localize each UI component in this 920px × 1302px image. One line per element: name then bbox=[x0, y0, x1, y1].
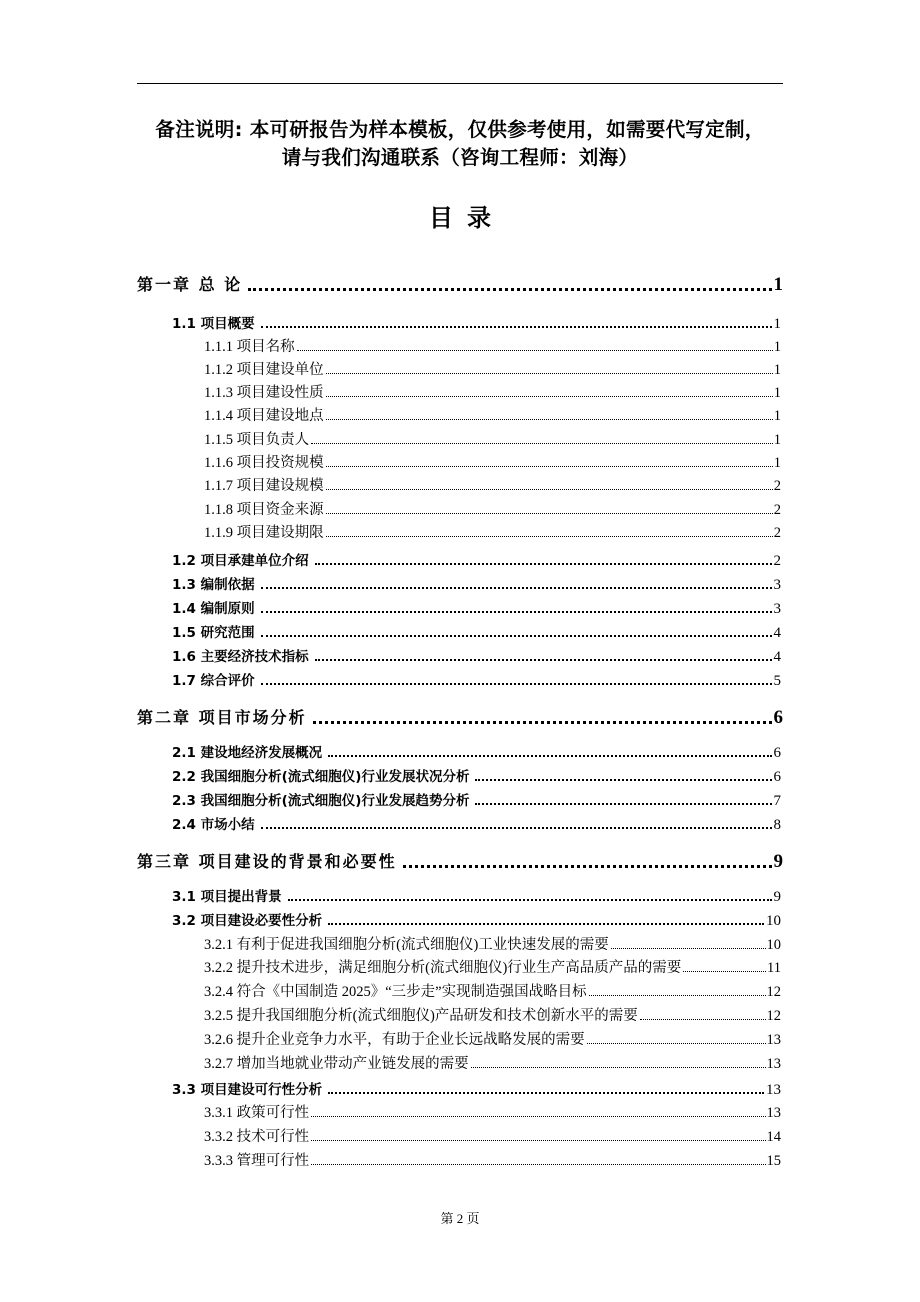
toc-entry[interactable] bbox=[204, 1149, 781, 1170]
toc-entry-page-number: 11 bbox=[767, 960, 781, 976]
toc-entry-page-number: 2 bbox=[773, 502, 781, 518]
toc-dot-leader bbox=[326, 465, 773, 467]
toc-dot-leader bbox=[326, 395, 773, 397]
toc-entry-label: 1.3 编制依据 bbox=[172, 577, 255, 593]
toc-entry-label: 3.3.3 管理可行性 bbox=[204, 1153, 310, 1169]
toc-entry-page-number: 13 bbox=[766, 1105, 781, 1121]
toc-dot-leader bbox=[311, 1139, 765, 1141]
toc-entry[interactable] bbox=[172, 909, 781, 930]
toc-entry-label: 1.1.6 项目投资规模 bbox=[204, 455, 324, 471]
toc-entry-label: 3.2.6 提升企业竞争力水平，有助于企业长远战略发展的需要 bbox=[204, 1032, 585, 1048]
toc-entry-label: 3.2 项目建设必要性分析 bbox=[172, 913, 323, 929]
toc-entry[interactable] bbox=[204, 1028, 781, 1049]
toc-dot-leader bbox=[589, 994, 766, 996]
toc-entry[interactable] bbox=[204, 335, 781, 356]
toc-entry-page-number: 5 bbox=[773, 673, 781, 689]
toc-entry-page-number: 6 bbox=[773, 769, 781, 785]
toc-entry[interactable] bbox=[204, 381, 781, 402]
page-footer: 第 2 页 bbox=[440, 1211, 480, 1226]
toc-dot-leader bbox=[261, 610, 772, 613]
toc-entry-page-number: 13 bbox=[766, 1032, 781, 1048]
toc-entry-page-number: 15 bbox=[766, 1153, 781, 1169]
toc-dot-leader bbox=[315, 562, 772, 565]
toc-entry-label: 3.2.2 提升技术进步，满足细胞分析(流式细胞仪)行业生产高品质产品的需要 bbox=[204, 960, 682, 976]
toc-entry[interactable] bbox=[204, 451, 781, 472]
toc-dot-leader bbox=[297, 349, 773, 351]
toc-entry-page-number: 9 bbox=[773, 851, 783, 872]
toc-entry-page-number: 2 bbox=[773, 525, 781, 541]
toc-dot-leader bbox=[315, 658, 772, 661]
toc-entry-page-number: 8 bbox=[773, 817, 781, 833]
toc-dot-leader bbox=[471, 1066, 766, 1068]
toc-entry-page-number: 3 bbox=[773, 577, 781, 593]
toc-entry-label: 1.1.3 项目建设性质 bbox=[204, 385, 324, 401]
toc-dot-leader bbox=[311, 1163, 765, 1165]
toc-entry-label: 1.7 综合评价 bbox=[172, 673, 255, 689]
toc-entry-label: 1.1.1 项目名称 bbox=[204, 339, 295, 355]
toc-entry-page-number: 7 bbox=[773, 793, 781, 809]
toc-dot-leader bbox=[611, 947, 766, 949]
toc-entry[interactable] bbox=[204, 1125, 781, 1146]
toc-entry[interactable] bbox=[172, 789, 781, 810]
toc-dot-leader bbox=[403, 864, 772, 868]
toc-entry[interactable] bbox=[204, 428, 781, 449]
toc-entry[interactable] bbox=[204, 498, 781, 519]
toc-entry[interactable] bbox=[204, 980, 781, 1001]
toc-entry-label: 3.3 项目建设可行性分析 bbox=[172, 1082, 323, 1098]
toc-entry[interactable] bbox=[204, 933, 781, 954]
toc-entry-page-number: 4 bbox=[773, 649, 781, 665]
toc-entry-label: 3.3.1 政策可行性 bbox=[204, 1105, 310, 1121]
toc-dot-leader bbox=[640, 1018, 766, 1020]
toc-entry[interactable] bbox=[172, 813, 781, 834]
toc-entry[interactable] bbox=[172, 549, 781, 570]
toc-dot-leader bbox=[475, 802, 771, 805]
toc-entry[interactable] bbox=[204, 358, 781, 379]
toc-entry-label: 1.1.4 项目建设地点 bbox=[204, 408, 324, 424]
toc-entry-page-number: 13 bbox=[766, 1056, 781, 1072]
toc-entry-page-number: 1 bbox=[773, 339, 781, 355]
toc-dot-leader bbox=[313, 720, 772, 724]
toc-entry-page-number: 10 bbox=[766, 913, 781, 929]
toc-entry-label: 第二章 项目市场分析 bbox=[137, 708, 307, 727]
toc-entry-label: 3.2.5 提升我国细胞分析(流式细胞仪)产品研发和技术创新水平的需要 bbox=[204, 1008, 638, 1024]
toc-dot-leader bbox=[475, 778, 771, 781]
toc-entry-page-number: 1 bbox=[773, 362, 781, 378]
toc-entry-label: 2.2 我国细胞分析(流式细胞仪)行业发展状况分析 bbox=[172, 769, 470, 785]
toc-entry-page-number: 13 bbox=[766, 1082, 781, 1098]
toc-entry-label: 第三章 项目建设的背景和必要性 bbox=[137, 852, 397, 871]
toc-dot-leader bbox=[326, 372, 773, 374]
toc-entry-label: 3.2.4 符合《中国制造 2025》“三步走”实现制造强国战略目标 bbox=[204, 984, 587, 1000]
toc-entry[interactable] bbox=[172, 885, 781, 906]
toc-entry-page-number: 1 bbox=[773, 408, 781, 424]
toc-entry-label: 1.6 主要经济技术指标 bbox=[172, 649, 309, 665]
toc-entry-label: 1.1 项目概要 bbox=[172, 316, 255, 332]
toc-entry[interactable] bbox=[172, 669, 781, 690]
toc-entry-label: 3.2.7 增加当地就业带动产业链发展的需要 bbox=[204, 1056, 469, 1072]
toc-entry[interactable] bbox=[172, 597, 781, 618]
toc-entry[interactable] bbox=[204, 956, 781, 977]
toc-entry-page-number: 4 bbox=[773, 625, 781, 641]
toc-dot-leader bbox=[587, 1042, 766, 1044]
toc-dot-leader bbox=[261, 826, 772, 829]
toc-entry-label: 1.1.8 项目资金来源 bbox=[204, 502, 324, 518]
toc-entry-label: 1.2 项目承建单位介绍 bbox=[172, 553, 309, 569]
toc-dot-leader bbox=[261, 325, 772, 328]
toc-entry-label: 1.1.5 项目负责人 bbox=[204, 432, 310, 448]
note-line-1: 备注说明: 本可研报告为样本模板，仅供参考使用，如需要代写定制， bbox=[155, 118, 765, 141]
toc-dot-leader bbox=[683, 970, 766, 972]
toc-entry-label: 3.1 项目提出背景 bbox=[172, 889, 282, 905]
toc-entry[interactable] bbox=[204, 474, 781, 495]
toc-entry[interactable] bbox=[172, 645, 781, 666]
toc-entry-page-number: 3 bbox=[773, 601, 781, 617]
note-line-2: 请与我们沟通联系（咨询工程师：刘海） bbox=[281, 146, 639, 169]
toc-entry-label: 第一章 总 论 bbox=[137, 275, 243, 294]
toc-entry-page-number: 2 bbox=[773, 553, 781, 569]
toc-dot-leader bbox=[261, 682, 772, 685]
toc-dot-leader bbox=[261, 586, 772, 589]
toc-entry-label: 2.4 市场小结 bbox=[172, 817, 255, 833]
toc-entry[interactable] bbox=[172, 741, 781, 762]
toc-entry-label: 1.4 编制原则 bbox=[172, 601, 255, 617]
toc-dot-leader bbox=[328, 754, 771, 757]
toc-entry[interactable] bbox=[137, 272, 783, 296]
toc-entry-page-number: 10 bbox=[766, 937, 781, 953]
toc-entry[interactable] bbox=[172, 573, 781, 594]
toc-entry-page-number: 1 bbox=[773, 432, 781, 448]
toc-entry-label: 1.1.2 项目建设单位 bbox=[204, 362, 324, 378]
toc-entry-page-number: 6 bbox=[773, 707, 783, 728]
toc-entry[interactable] bbox=[137, 849, 783, 873]
toc-dot-leader bbox=[248, 287, 771, 291]
toc-entry-label: 3.2.1 有利于促进我国细胞分析(流式细胞仪)工业快速发展的需要 bbox=[204, 937, 609, 953]
toc-entry-page-number: 1 bbox=[773, 455, 781, 471]
toc-title: 目录 bbox=[429, 204, 505, 232]
toc-entry[interactable] bbox=[172, 1078, 781, 1099]
toc-entry[interactable] bbox=[172, 621, 781, 642]
toc-entry-page-number: 12 bbox=[766, 984, 781, 1000]
toc-entry[interactable] bbox=[204, 1101, 781, 1122]
toc-dot-leader bbox=[311, 442, 773, 444]
toc-entry-page-number: 14 bbox=[766, 1129, 781, 1145]
toc-entry[interactable] bbox=[204, 1004, 781, 1025]
toc-entry[interactable] bbox=[204, 521, 781, 542]
toc-entry[interactable] bbox=[204, 1052, 781, 1073]
toc-entry[interactable] bbox=[137, 705, 783, 729]
toc-entry-page-number: 1 bbox=[773, 385, 781, 401]
toc-entry-label: 1.1.9 项目建设期限 bbox=[204, 525, 324, 541]
toc-entry-label: 1.1.7 项目建设规模 bbox=[204, 478, 324, 494]
toc-dot-leader bbox=[261, 634, 772, 637]
toc-dot-leader bbox=[326, 488, 773, 490]
toc-entry-label: 3.3.2 技术可行性 bbox=[204, 1129, 310, 1145]
toc-dot-leader bbox=[328, 1091, 764, 1094]
toc-entry-page-number: 12 bbox=[766, 1008, 781, 1024]
toc-dot-leader bbox=[326, 512, 773, 514]
toc-dot-leader bbox=[326, 418, 773, 420]
toc-entry-label: 2.1 建设地经济发展概况 bbox=[172, 745, 323, 761]
header-rule bbox=[137, 83, 783, 84]
toc-entry-page-number: 2 bbox=[773, 478, 781, 494]
toc-entry-label: 1.5 研究范围 bbox=[172, 625, 255, 641]
toc-entry-page-number: 6 bbox=[773, 745, 781, 761]
toc-entry-page-number: 1 bbox=[773, 274, 783, 295]
toc-entry[interactable] bbox=[204, 404, 781, 425]
toc-dot-leader bbox=[328, 922, 764, 925]
toc-entry[interactable] bbox=[172, 312, 781, 333]
toc-entry-page-number: 9 bbox=[773, 889, 781, 905]
toc-dot-leader bbox=[288, 898, 772, 901]
toc-dot-leader bbox=[311, 1115, 765, 1117]
toc-entry-label: 2.3 我国细胞分析(流式细胞仪)行业发展趋势分析 bbox=[172, 793, 470, 809]
toc-entry[interactable] bbox=[172, 765, 781, 786]
toc-entry-page-number: 1 bbox=[773, 316, 781, 332]
toc-dot-leader bbox=[326, 535, 773, 537]
